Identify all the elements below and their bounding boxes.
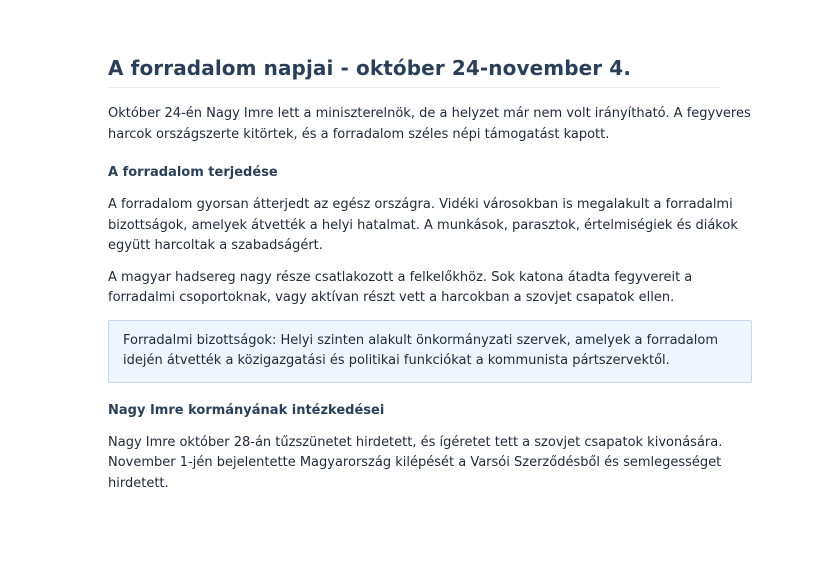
section-heading-government: Nagy Imre kormányának intézkedései (108, 402, 385, 418)
article (108, 54, 752, 494)
intro-paragraph: Október 24-én Nagy Imre lett a miniszterelnök, de a helyzet már nem volt irányítható. A fegyveres harcok országszerte kitörtek, és a forradalom széles népi támogatást kapott. (108, 106, 751, 142)
section-paragraph: Nagy Imre október 28-án tűzszünetet hirdetett, és ígéretet tett a szovjet csapatok kivonására. November 1-jén bejelentette Magyarország kilépését a Varsói Szerződésből és semlegességet hirdetett. (108, 434, 723, 491)
section-heading-spread: A forradalom terjedése (108, 165, 278, 180)
section-paragraph: A magyar hadsereg nagy része csatlakozott a felkelőkhöz. Sok katona átadta fegyvereit a forradalmi csoportoknak, vagy aktívan részt vett a harcokban a szovjet csapatok ellen. (108, 269, 693, 305)
definition-note-box (108, 320, 752, 383)
section-paragraph: A forradalom gyorsan átterjedt az egész országra. Vidéki városokban is megalakult a forradalmi bizottságok, amelyek átvették a helyi hatalmat. A munkások, parasztok, értelmiségiek és diákok együtt harcoltak a szabadságért. (108, 197, 738, 253)
page-title: A forradalom napjai - október 24-november 4. (108, 56, 632, 80)
definition-note-text: Forradalmi bizottságok: Helyi szinten alakult önkormányzati szervek, amelyek a forradalom idején átvették a közigazgatási és politikai funkciókat a kommunista pártszervektől. (123, 332, 718, 368)
title-divider (108, 87, 720, 88)
